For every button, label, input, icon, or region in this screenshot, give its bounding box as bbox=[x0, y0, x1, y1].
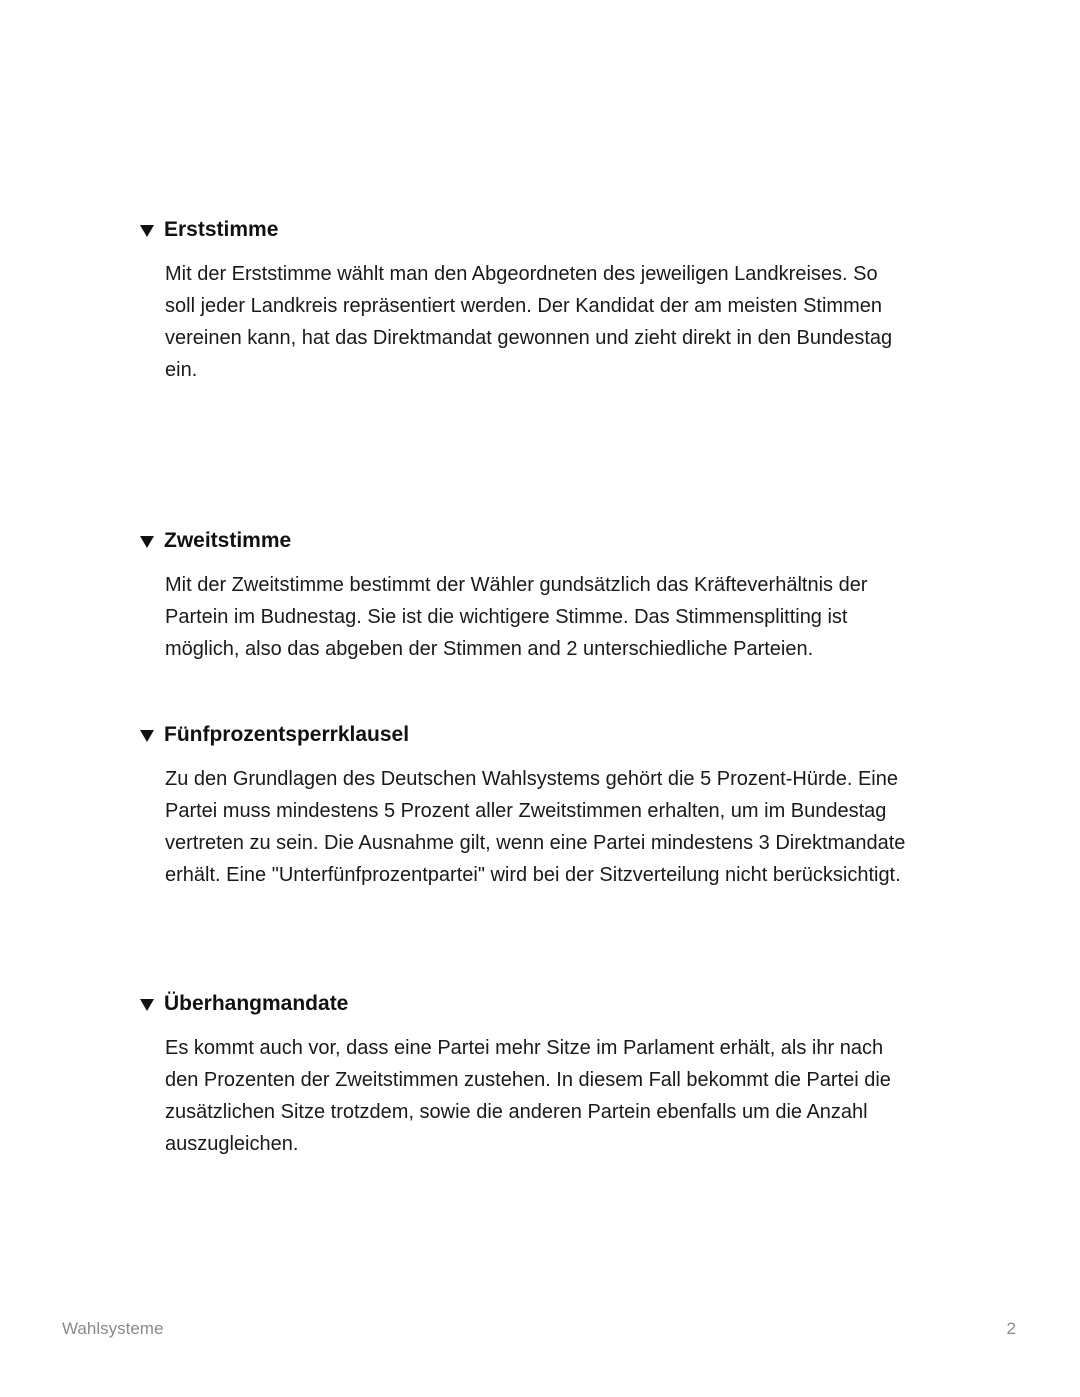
body-line: Partein im Budnestag. Sie ist die wichtigere Stimme. Das Stimmensplitting ist bbox=[165, 606, 848, 628]
triangle-down-icon[interactable] bbox=[140, 225, 154, 237]
triangle-down-icon[interactable] bbox=[140, 730, 154, 742]
body-line: vereinen kann, hat das Direktmandat gewonnen und zieht direkt in den Bundestag bbox=[165, 327, 893, 349]
body-line: Es kommt auch vor, dass eine Partei mehr Sitze im Parlament erhält, als ihr nach bbox=[165, 1037, 884, 1059]
body-line: auszugleichen. bbox=[165, 1133, 299, 1155]
body-line: Partei muss mindestens 5 Prozent aller Zweitstimmen erhalten, um im Bundestag bbox=[165, 800, 887, 822]
toggle-header-erststimme[interactable] bbox=[140, 216, 960, 244]
toggle-body bbox=[165, 1032, 960, 1160]
toggle-header-fuenfprozentsperrklausel[interactable] bbox=[140, 721, 960, 749]
toggle-title: Erststimme bbox=[164, 218, 279, 241]
body-line: ein. bbox=[165, 359, 198, 381]
toggle-body bbox=[165, 569, 960, 665]
body-line: Mit der Zweitstimme bestimmt der Wähler gundsätzlich das Kräfteverhältnis der bbox=[165, 574, 868, 596]
triangle-down-icon[interactable] bbox=[140, 999, 154, 1011]
body-line: Mit der Erststimme wählt man den Abgeordneten des jeweiligen Landkreises. So bbox=[165, 263, 878, 285]
toggle-erststimme bbox=[140, 216, 960, 386]
body-line: vertreten zu sein. Die Ausnahme gilt, wenn eine Partei mindestens 3 Direktmandate bbox=[165, 832, 906, 854]
toggle-title: Zweitstimme bbox=[164, 529, 292, 552]
footer-title: Wahlsysteme bbox=[62, 1319, 164, 1338]
toggle-ueberhangmandate bbox=[140, 990, 960, 1160]
page-number: 2 bbox=[1006, 1319, 1016, 1338]
body-line: soll jeder Landkreis repräsentiert werden. Der Kandidat der am meisten Stimmen bbox=[165, 295, 883, 317]
body-line: den Prozenten der Zweitstimmen zustehen. In diesem Fall bekommt die Partei die bbox=[165, 1069, 891, 1091]
triangle-down-icon[interactable] bbox=[140, 536, 154, 548]
body-line: zusätzlichen Sitze trotzdem, sowie die anderen Partein ebenfalls um die Anzahl bbox=[165, 1101, 868, 1123]
toggle-body bbox=[165, 763, 960, 891]
toggle-title: Fünfprozentsperrklausel bbox=[164, 723, 410, 746]
toggle-body bbox=[165, 258, 960, 386]
toggle-header-zweitstimme[interactable] bbox=[140, 527, 960, 555]
toggle-zweitstimme bbox=[140, 527, 960, 665]
toggle-fuenfprozentsperrklausel bbox=[140, 721, 960, 891]
body-line: erhält. Eine "Unterfünfprozentpartei" wird bei der Sitzverteilung nicht berücksichtigt. bbox=[165, 864, 901, 886]
toggle-header-ueberhangmandate[interactable] bbox=[140, 990, 960, 1018]
toggle-title: Überhangmandate bbox=[164, 992, 349, 1015]
body-line: Zu den Grundlagen des Deutschen Wahlsystems gehört die 5 Prozent-Hürde. Eine bbox=[165, 768, 898, 790]
body-line: möglich, also das abgeben der Stimmen and 2 unterschiedliche Parteien. bbox=[165, 638, 814, 660]
